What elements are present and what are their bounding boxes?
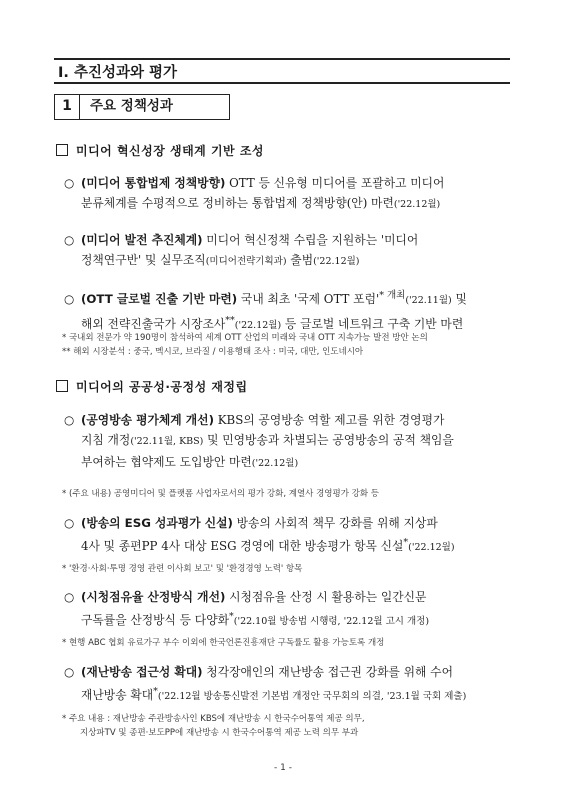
item-date: ('22.12월) bbox=[393, 199, 441, 210]
item-text: 출범 bbox=[286, 253, 314, 267]
checkbox-square-icon bbox=[56, 380, 68, 392]
list-item-esg bbox=[64, 513, 519, 558]
item-text: 청각장애인의 재난방송 접근권 강화를 위해 수어 bbox=[202, 665, 453, 679]
footnote: * (주요 내용) 공영미디어 및 플랫폼 사업자로서의 평가 강화, 계열사 경영평가 강화 등 bbox=[62, 489, 379, 499]
heading-publicness bbox=[56, 378, 248, 395]
bullet-icon: ○ bbox=[64, 176, 75, 190]
item-text: 미디어 혁신정책 수립을 지원하는 '미디어 bbox=[202, 233, 419, 247]
footnote-mark: * bbox=[229, 611, 234, 622]
checkbox-square-icon bbox=[56, 144, 68, 156]
footnote-mark: * 개최 bbox=[379, 290, 406, 301]
item-text: 분류체계를 수평적으로 정비하는 통합법제 정책방향(안) 마련 bbox=[81, 196, 394, 210]
footnote: * 주요 내용 : 재난방송 주관방송사인 KBS에 재난방송 시 한국수어통역 제공 의무, bbox=[62, 714, 365, 724]
footnote: * 현행 ABC 협회 유료가구 부수 이외에 한국언론진흥재단 구독률도 활용 가능토록 개정 bbox=[62, 638, 385, 648]
item-date: ('22.12월 방송통신발전 기본법 개정안 국무회의 의결, '23.1월 국회 제출) bbox=[157, 690, 467, 702]
item-date: ('22.12월) bbox=[408, 541, 455, 553]
item-text: 및 민영방송과 차별되는 공영방송의 공적 책임을 bbox=[203, 433, 454, 447]
item-title: (방송의 ESG 성과평가 신설) bbox=[81, 516, 233, 530]
footnote-mark: * bbox=[153, 686, 158, 697]
item-text: 정책연구반' 및 실무조직 bbox=[81, 253, 206, 267]
item-date: ('22.11월) bbox=[405, 294, 452, 306]
item-title: (시청점유율 산정방식 개선) bbox=[81, 590, 226, 604]
item-date: ('22.11월, KBS) bbox=[130, 436, 204, 447]
bullet-icon: ○ bbox=[64, 233, 75, 247]
item-text: 및 bbox=[451, 291, 467, 306]
bullet-icon: ○ bbox=[64, 413, 75, 427]
heading-text: 미디어의 공공성·공정성 재정립 bbox=[76, 380, 248, 394]
item-text: 4사 및 종편PP 4사 대상 ESG 경영에 대한 방송평가 항목 신설 bbox=[81, 538, 404, 553]
bullet-icon: ○ bbox=[64, 516, 75, 530]
item-date: ('22.12월) bbox=[313, 256, 360, 267]
list-item-disaster-broadcast bbox=[64, 662, 519, 707]
item-text: 재난방송 확대 bbox=[81, 687, 154, 702]
item-text: 시청점유율 산정 시 활용하는 일간신문 bbox=[225, 590, 427, 604]
section-number: 1 bbox=[54, 94, 80, 120]
item-date: ('22.12월) bbox=[251, 458, 299, 469]
footnote: ** 해외 시장분석 : 중국, 멕시코, 브라질 / 이용행태 조사 : 미국, 대만, 인도네시아 bbox=[62, 347, 364, 357]
item-org: (미디어전략기획과) bbox=[205, 256, 287, 267]
item-text: OTT 등 신유형 미디어를 포괄하고 미디어 bbox=[225, 176, 445, 190]
item-title: (OTT 글로벌 진출 기반 마련) bbox=[81, 291, 238, 306]
section-title: 주요 정책성과 bbox=[80, 94, 230, 120]
item-text: 지침 개정 bbox=[81, 433, 131, 447]
heading-media-innovation bbox=[56, 142, 264, 159]
item-text: 구독률을 산정방식 등 다양화 bbox=[81, 612, 229, 627]
item-text: 등 글로벌 네트워크 구축 기반 마련 bbox=[281, 316, 464, 331]
list-item-public-broadcast-eval bbox=[64, 410, 519, 474]
item-text: 방송의 사회적 책무 강화를 위해 지상파 bbox=[232, 516, 438, 530]
item-text: KBS의 공영방송 역할 제고를 위한 경영평가 bbox=[213, 413, 445, 427]
page-title: Ⅰ. 추진성과와 평가 bbox=[54, 58, 510, 84]
heading-text: 미디어 혁신성장 생태계 기반 조성 bbox=[76, 144, 265, 158]
item-text: 국내 최초 '국제 OTT 포럼' bbox=[237, 291, 380, 306]
page-number: - 1 - bbox=[274, 763, 292, 773]
item-title: (미디어 통합법제 정책방향) bbox=[81, 176, 226, 190]
list-item-ott-global bbox=[64, 286, 519, 336]
footnote: * 국내외 전문가 약 190명이 참석하여 세계 OTT 산업의 미래와 국내 OTT 지속가능 발전 방안 논의 bbox=[62, 333, 428, 343]
section-header bbox=[54, 92, 230, 122]
item-date: ('22.12월) bbox=[234, 319, 282, 331]
list-item-viewing-share bbox=[64, 587, 519, 632]
bullet-icon: ○ bbox=[64, 665, 75, 679]
item-title: (재난방송 접근성 확대) bbox=[81, 665, 203, 679]
item-title: (미디어 발전 추진체계) bbox=[81, 233, 203, 247]
list-item-promotion-system bbox=[64, 230, 519, 272]
item-text: 해외 전략진출국가 시장조사 bbox=[81, 316, 226, 331]
footnote: 지상파TV 및 종편·보도PP에 재난방송 시 한국수어통역 제공 노력 의무 부과 bbox=[80, 728, 359, 738]
item-date: ('22.10월 방송법 시행령, '22.12월 고시 개정) bbox=[233, 615, 430, 627]
footnote: * '환경·사회·투명 경영 관련 이사회 보고' 및 '환경경영 노력' 항목 bbox=[62, 564, 303, 574]
item-text: 부여하는 협약제도 도입방안 마련 bbox=[81, 455, 252, 469]
footnote-mark: * bbox=[403, 537, 409, 548]
list-item-integrated-law bbox=[64, 173, 519, 215]
item-title: (공영방송 평가체계 개선) bbox=[81, 413, 214, 427]
bullet-icon: ○ bbox=[64, 291, 75, 306]
footnote-mark: ** bbox=[225, 314, 235, 326]
bullet-icon: ○ bbox=[64, 590, 75, 604]
